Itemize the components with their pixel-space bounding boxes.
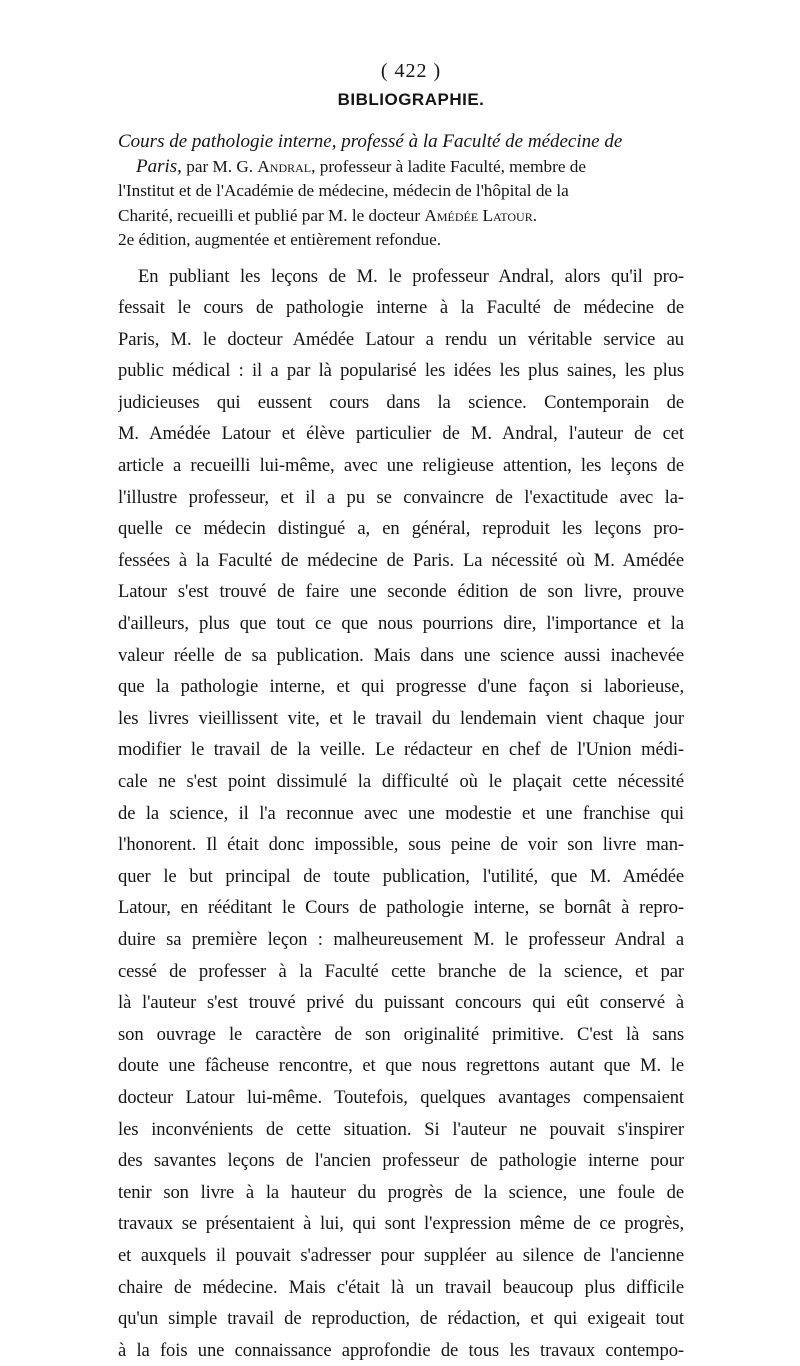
body-line: chaire de médecine. Mais c'était là un travail beaucoup plus difficile bbox=[118, 1272, 684, 1304]
body-line: tenir son livre à la hauteur du progrès de la science, une foule de bbox=[118, 1177, 684, 1209]
body-line: de la science, il l'a reconnue avec une modestie et une franchise qui bbox=[118, 798, 684, 830]
editor-name: Amédée Latour. bbox=[424, 206, 537, 225]
body-line: Paris, M. le docteur Amédée Latour a rendu un véritable service au bbox=[118, 324, 684, 356]
body-line: les livres vieillissent vite, et le travail du lendemain vient chaque jour bbox=[118, 703, 684, 735]
body-line: public médical : il a par là popularisé les idées les plus saines, les plus bbox=[118, 355, 684, 387]
author-position: professeur à ladite Faculté, membre de bbox=[315, 157, 586, 176]
section-heading: BIBLIOGRAPHIE. bbox=[138, 88, 684, 112]
body-line: l'honorent. Il était donc impossible, sous peine de voir son livre man- bbox=[118, 829, 684, 861]
body-line: fessait le cours de pathologie interne à la Faculté de médecine de bbox=[118, 292, 684, 324]
body-line: fessées à la Faculté de médecine de Paris. La nécessité où M. Amédée bbox=[118, 545, 684, 577]
citation-line-2 bbox=[118, 155, 684, 180]
citation-line-1 bbox=[118, 130, 684, 155]
work-title-part-2: Paris, bbox=[136, 156, 182, 177]
body-line: d'ailleurs, plus que tout ce que nous pourrions dire, l'importance et la bbox=[118, 608, 684, 640]
body-line: M. Amédée Latour et élève particulier de M. Andral, l'auteur de cet bbox=[118, 418, 684, 450]
body-line: Latour, en rééditant le Cours de pathologie interne, se bornât à repro- bbox=[118, 892, 684, 924]
work-title-part-1: Cours de pathologie interne, professé à la Faculté de médecine de bbox=[118, 131, 622, 152]
body-line: modifier le travail de la veille. Le rédacteur en chef de l'Union médi- bbox=[118, 734, 684, 766]
body-line: judicieuses qui eussent cours dans la science. Contemporain de bbox=[118, 387, 684, 419]
body-line: En publiant les leçons de M. le professeur Andral, alors qu'il pro- bbox=[118, 261, 684, 293]
body-line: les inconvénients de cette situation. Si l'auteur ne pouvait s'inspirer bbox=[118, 1114, 684, 1146]
bibliographic-citation bbox=[118, 130, 684, 253]
body-line: à la fois une connaissance approfondie de tous les travaux contempo- bbox=[118, 1335, 684, 1366]
body-line: quelle ce médecin distingué a, en général, reproduit les leçons pro- bbox=[118, 513, 684, 545]
body-line: docteur Latour lui-même. Toutefois, quelques avantages compensaient bbox=[118, 1082, 684, 1114]
citation-line-4 bbox=[118, 204, 684, 229]
body-line: article a recueilli lui-même, avec une religieuse attention, les leçons de bbox=[118, 450, 684, 482]
body-line: valeur réelle de sa publication. Mais dans une science aussi inachevée bbox=[118, 640, 684, 672]
page-number: ( 422 ) bbox=[138, 58, 684, 84]
body-line: quer le but principal de toute publication, l'utilité, que M. Amédée bbox=[118, 861, 684, 893]
body-line: cale ne s'est point dissimulé la difficulté où le plaçait cette nécessité bbox=[118, 766, 684, 798]
citation-by: par M. G. bbox=[182, 157, 257, 176]
body-line: cessé de professer à la Faculté cette branche de la science, et par bbox=[118, 956, 684, 988]
body-line: qu'un simple travail de reproduction, de rédaction, et qui exigeait tout bbox=[118, 1303, 684, 1335]
edition-note: 2e édition, augmentée et entièrement refondue. bbox=[118, 228, 684, 253]
body-line: l'illustre professeur, et il a pu se convaincre de l'exactitude avec la- bbox=[118, 482, 684, 514]
citation-publisher-text: Charité, recueilli et publié par M. le docteur bbox=[118, 206, 424, 225]
book-page bbox=[118, 58, 684, 1366]
body-line: et auxquels il pouvait s'adresser pour suppléer au silence de l'ancienne bbox=[118, 1240, 684, 1272]
body-line: doute une fâcheuse rencontre, et que nous regrettons autant que M. le bbox=[118, 1050, 684, 1082]
review-body bbox=[118, 261, 684, 1366]
citation-line-3: l'Institut et de l'Académie de médecine, médecin de l'hôpital de la bbox=[118, 179, 684, 204]
body-line: son ouvrage le caractère de son originalité primitive. C'est là sans bbox=[118, 1019, 684, 1051]
body-line: là l'auteur s'est trouvé privé du puissant concours qui eût conservé à bbox=[118, 987, 684, 1019]
body-line: des savantes leçons de l'ancien professeur de pathologie interne pour bbox=[118, 1145, 684, 1177]
body-line: que la pathologie interne, et qui progresse d'une façon si laborieuse, bbox=[118, 671, 684, 703]
author-name: Andral, bbox=[257, 157, 315, 176]
body-line: duire sa première leçon : malheureusement M. le professeur Andral a bbox=[118, 924, 684, 956]
body-line: travaux se présentaient à lui, qui sont l'expression même de ce progrès, bbox=[118, 1208, 684, 1240]
body-line: Latour s'est trouvé de faire une seconde édition de son livre, prouve bbox=[118, 576, 684, 608]
